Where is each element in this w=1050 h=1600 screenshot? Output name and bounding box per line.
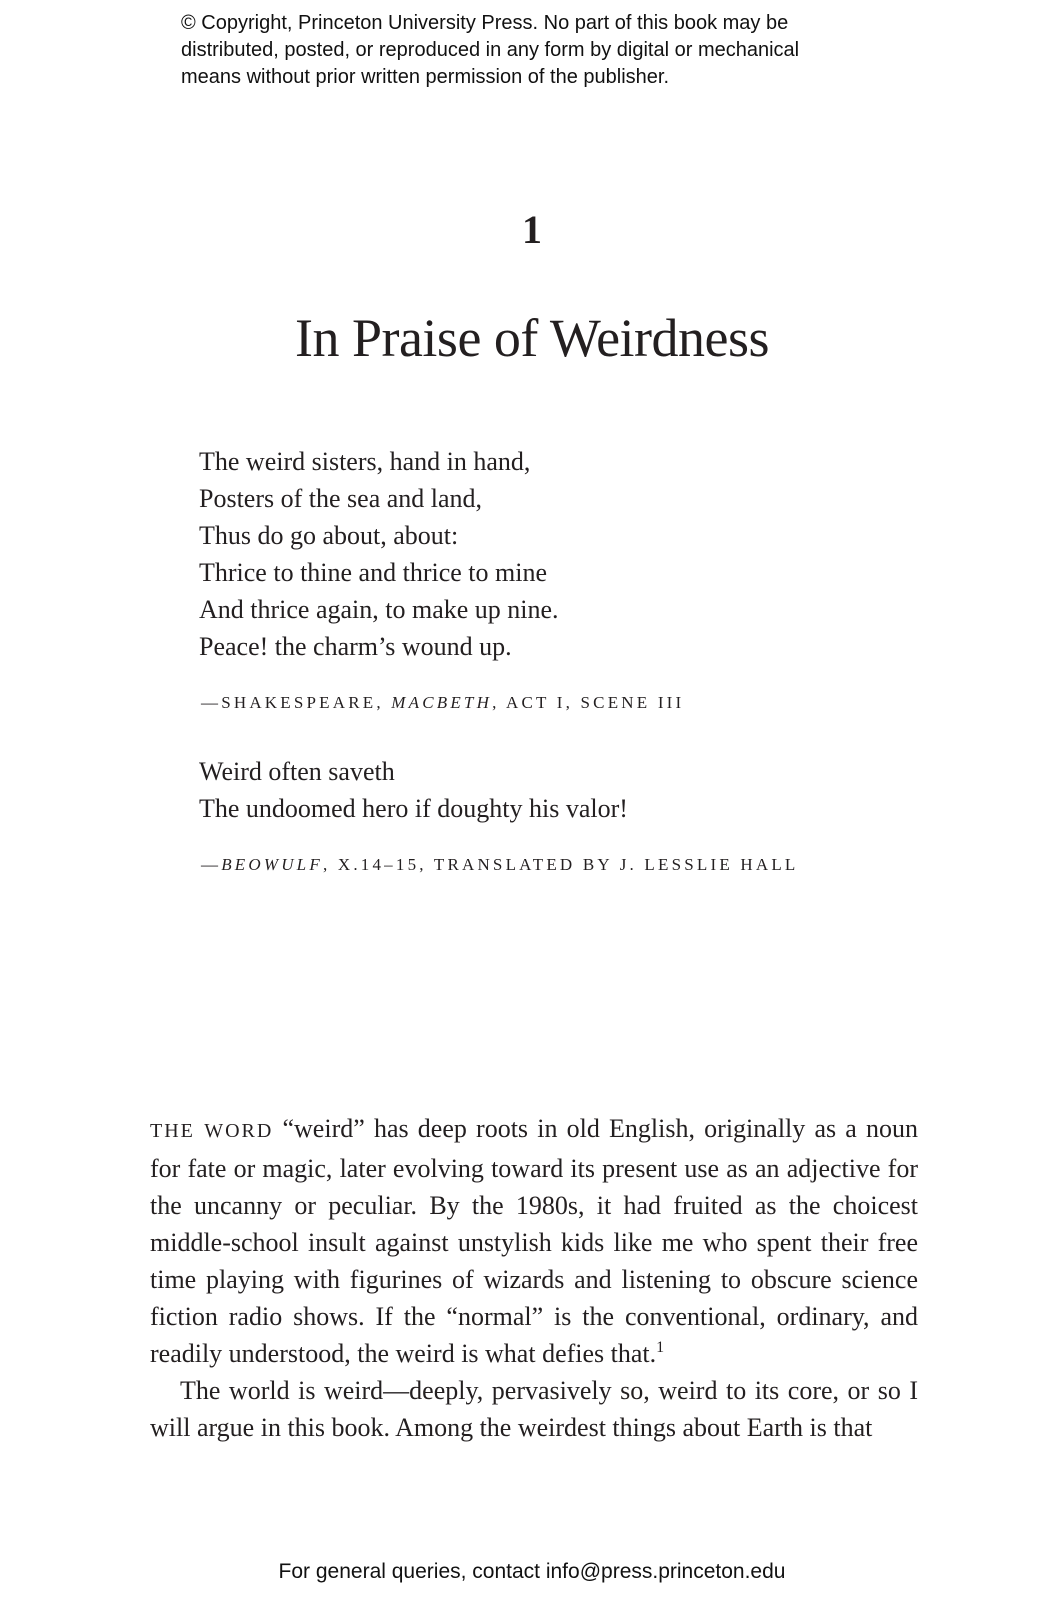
- attribution-suffix: , X.14–15, TRANSLATED BY J. LESSLIE HALL: [322, 855, 799, 874]
- copyright-notice: [181, 10, 901, 91]
- verse-line: Thrice to thine and thrice to mine: [199, 558, 547, 587]
- footnote-marker[interactable]: 1: [656, 1339, 665, 1356]
- attribution-work: BEOWULF: [221, 855, 323, 874]
- verse-line: And thrice again, to make up nine.: [199, 595, 559, 624]
- contact-footer: For general queries, contact info@press.princeton.edu: [278, 1560, 786, 1583]
- copyright-line: means without prior written permission of the publisher.: [181, 66, 670, 88]
- verse-line: Posters of the sea and land,: [199, 484, 483, 513]
- chapter-number: 1: [522, 207, 542, 252]
- verse-line: Weird often saveth: [199, 757, 395, 786]
- paragraph-text: “weird” has deep roots in old English, originally as a noun for fate or magic, later evolving toward its present use as an adjective for the uncanny or peculiar. By the 1980s, it had fruited as the choicest middle-school insult against unstylish kids like me who spent their free time playing with figurines of wizards and listening to obscure science fiction radio shows. If the “normal” is the conventional, ordinary, and readily understood, the weird is what defies that.: [150, 1114, 919, 1368]
- copyright-line: distributed, posted, or reproduced in any form by digital or mechanical: [181, 39, 800, 61]
- epigraph-beowulf: [199, 753, 628, 827]
- attribution-prefix: —SHAKESPEARE,: [201, 693, 392, 712]
- chapter-body: [150, 1110, 918, 1446]
- epigraph-macbeth: [199, 443, 559, 665]
- verse-line: The weird sisters, hand in hand,: [199, 447, 531, 476]
- attribution-work: MACBETH: [391, 693, 493, 712]
- body-paragraph: [150, 1110, 918, 1372]
- attribution-prefix: —: [201, 855, 222, 874]
- chapter-title: In Praise of Weirdness: [294, 308, 770, 368]
- paragraph-lead-words: THE WORD: [150, 1120, 274, 1142]
- verse-line: Thus do go about, about:: [199, 521, 459, 550]
- verse-line: Peace! the charm’s wound up.: [199, 632, 512, 661]
- epigraph-attribution-beowulf: [201, 854, 799, 876]
- verse-line: The undoomed hero if doughty his valor!: [199, 794, 628, 823]
- epigraph-attribution-macbeth: [201, 692, 684, 714]
- body-paragraph: The world is weird—deeply, pervasively so, weird to its core, or so I will argue in this book. Among the weirdest things about Earth is that: [150, 1376, 918, 1442]
- copyright-line: © Copyright, Princeton University Press. No part of this book may be: [181, 12, 789, 34]
- attribution-suffix: , ACT I, SCENE III: [492, 693, 685, 712]
